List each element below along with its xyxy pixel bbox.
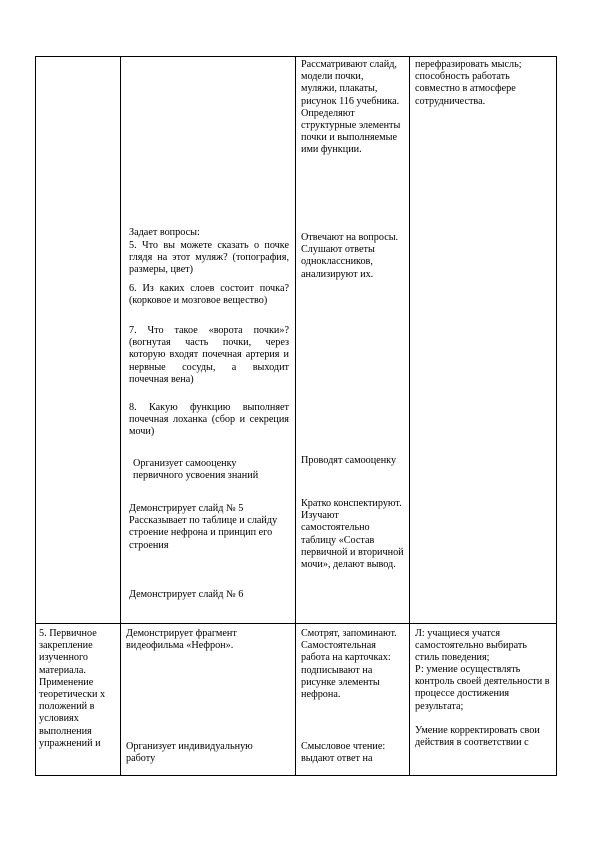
- student-activity-cell: [296, 57, 410, 624]
- table-row: [36, 57, 557, 624]
- uud-cell: [410, 624, 557, 776]
- lesson-table: [35, 56, 552, 775]
- semantic-reading-text: Смысловое чтение: выдают ответ на: [301, 741, 386, 765]
- adjust-actions-text: Умение корректировать свои действия в соответствии с: [415, 725, 540, 749]
- summarize-text: Кратко конспектируют. Изучают самостоятельно таблицу «Состав первичной и вторичной мочи», делают вывод.: [301, 498, 404, 571]
- stage-cell: [36, 624, 121, 776]
- question-5: 5. Что вы можете сказать о почке глядя на этот муляж? (топография, размеры, цвет): [129, 240, 289, 276]
- answer-questions-text: Отвечают на вопросы. Слушают ответы одноклассников, анализируют их.: [301, 232, 399, 280]
- stage-5-text: 5. Первичное закрепление изученного материала. Применение теоретически х положений в условиях выполнения упражнений и: [39, 628, 106, 749]
- personal-uud-text: Л: учащиеся учатся самостоятельно выбирать стиль поведения;: [415, 628, 527, 664]
- question-6: 6. Из каких слоев состоит почка? (корковое и мозговое вещество): [129, 283, 289, 307]
- question-8: 8. Какую функцию выполняет почечная лоханка (сбор и секреция мочи): [129, 402, 289, 438]
- teacher-activity-cell: [121, 624, 296, 776]
- table-row: [36, 624, 557, 776]
- teacher-activity-cell: [121, 57, 296, 624]
- examine-slides-text: Рассматривают слайд, модели почки, муляжи, плакаты, рисунок 116 учебника. Определяют структурные элементы почки и выполняемые ими функции.: [301, 59, 401, 156]
- uud-cell: [410, 57, 557, 624]
- video-fragment-text: Демонстрирует фрагмент видеофильма «Нефрон».: [126, 628, 237, 652]
- stage-cell: [36, 57, 121, 624]
- individual-work-text: Организует индивидуальную работу: [126, 741, 253, 765]
- questions-intro: Задает вопросы:: [129, 227, 200, 238]
- student-activity-cell: [296, 624, 410, 776]
- slide-6-text: Демонстрирует слайд № 6: [129, 589, 244, 600]
- question-7: 7. Что такое «ворота почки»? (вогнутая часть почки, через которую входят почечная артерия и нервные сосуды, а выходит почечная вена): [129, 325, 289, 385]
- watch-remember-text: Смотрят, запоминают. Самостоятельная работа на карточках: подписывают на рисунке элементы нефрона.: [301, 628, 397, 701]
- regulatory-uud-text: Р: умение осуществлять контроль своей деятельности в процессе достижения результата;: [415, 664, 550, 712]
- self-assessment-student-text: Проводят самооценку: [301, 455, 397, 466]
- slide-5-text: Демонстрирует слайд № 5 Рассказывает по таблице и слайду строение нефрона и принцип его строения: [129, 503, 278, 551]
- uud-text: перефразировать мысль; способность работать совместно в атмосфере сотрудничества.: [415, 59, 522, 107]
- self-assessment-text: Организует самооценку первичного усвоения знаний: [133, 458, 259, 482]
